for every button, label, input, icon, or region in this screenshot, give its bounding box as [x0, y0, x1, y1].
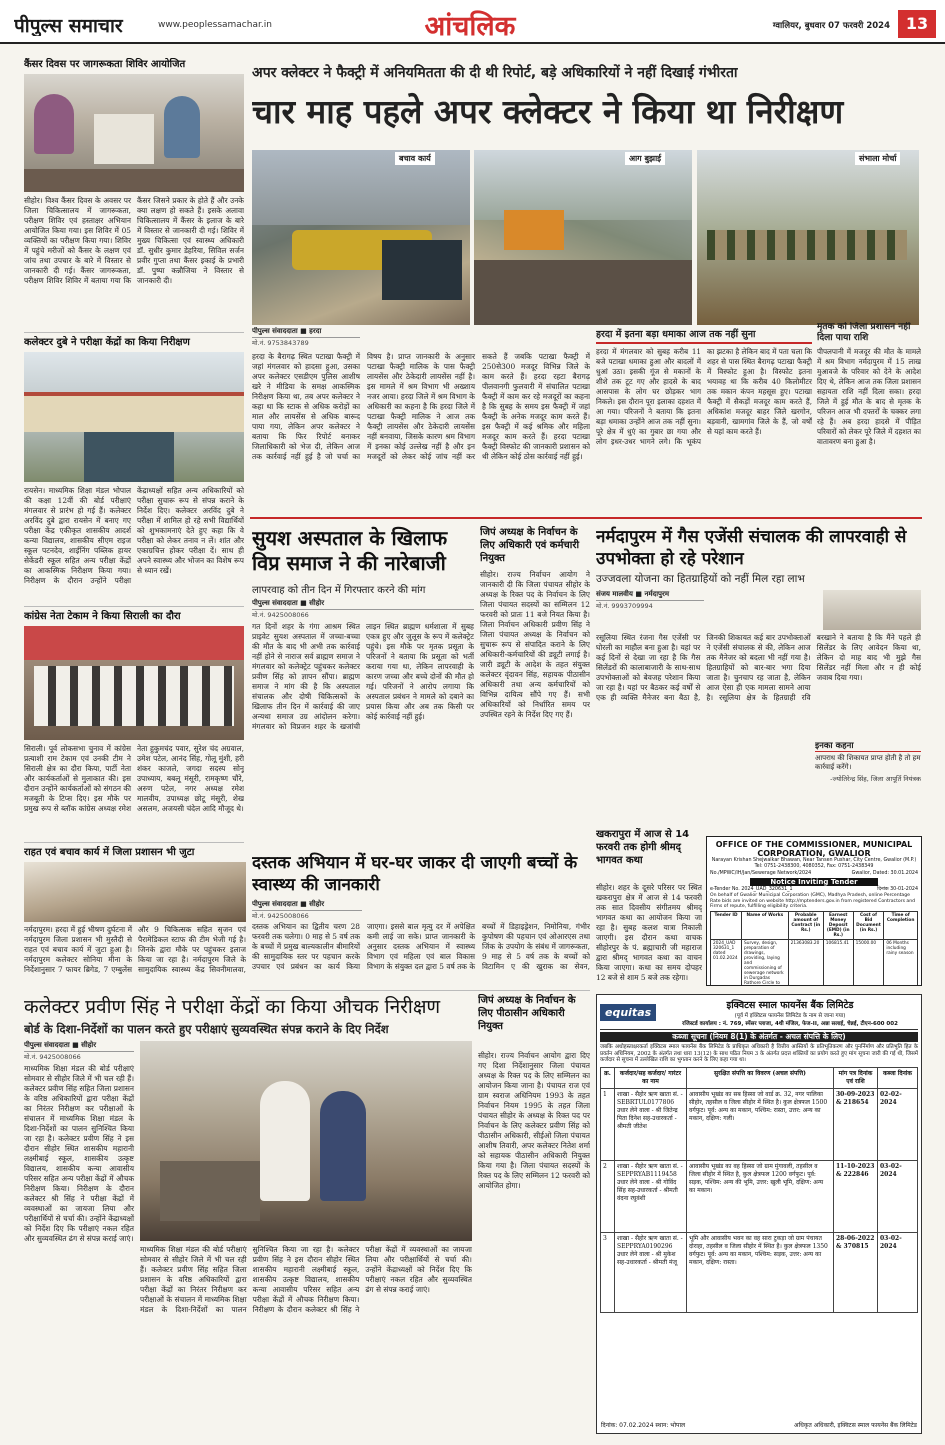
article-deck: लापरवाह को तीन दिन में गिरफ्तार करने की मांग	[252, 585, 426, 596]
article-headline: नर्मदापुरम में गैस एजेंसी संचालक की लापरवाही से उपभोक्ता हो रहे परेशान	[596, 527, 907, 569]
reporter-name: पीपुल्स संवाददाता	[24, 1041, 70, 1049]
collector-dubey-article	[24, 336, 244, 604]
table-cell: 02-02-2024	[878, 1088, 918, 1160]
article-headline: कलेक्टर प्रवीण सिंह ने परीक्षा केंद्रों का किया औचक निरीक्षण	[24, 996, 441, 1018]
notice-phone: Tel: 0751-2438300, 4080352, Fax: 0751-2438349	[754, 864, 874, 869]
table-cell: आवासीय भूखंड का सब हिस्सा जो वार्ड क्र. 32, नगर पालिका सीहोर, तहसील व जिला सीहोर में स्थित है। कुल क्षेत्रफल 1500 वर्गफुट। पूर्व: अन्य का मकान, पश्चिम: रास्ता, उत्तर: अन्य का मकान, दक्षिण: गली।	[687, 1088, 834, 1160]
quote-attribution: -ज्योतिरेन्द्र सिंह, जिला आपूर्ति नियंत्रक	[830, 775, 921, 783]
reporter-mobile: मो.नं. 9425008066	[24, 1053, 81, 1061]
table-cell: 28-06-2022 & 370815	[834, 1232, 878, 1312]
table-header-row	[711, 911, 918, 939]
reporter-place: सीहोर	[309, 599, 325, 607]
tender-table	[710, 911, 918, 987]
table-cell: 03-02-2024	[878, 1160, 918, 1232]
table-cell: 21363083.20	[788, 939, 823, 986]
lead-headline: चार माह पहले अपर क्लेक्टर ने किया था निरीक्षण	[252, 92, 844, 131]
gas-agency-photo	[823, 590, 921, 630]
table-header-cell: Cost of Bid Document (in Rs.)	[853, 911, 884, 939]
table-row	[711, 939, 918, 986]
table-cell: भूमि और आवासीय भवन का वह सारा टुकड़ा जो ग्राम पंचायत दोराहा, तहसील व जिला सीहोर में स्थित है। कुल क्षेत्रफल 1350 वर्गफुट। पूर्व: अन्य का मकान, पश्चिम: सड़क, उत्तर: अन्य का मकान, दक्षिण: रास्ता।	[687, 1232, 834, 1312]
table-cell: शाखा - सैहोर ऋण खाता सं. - SEBRTUL0177806 उधार लेने वाला - श्री जितेन्द्र पिता दिनेश सह-उधारकर्ता - श्रीमती जीतेश	[615, 1088, 687, 1160]
article-deck: उज्जवला योजना का हितग्राहियों को नहीं मिल रहा लाभ	[596, 573, 805, 585]
table-header-cell: Probable amount of Contract (in Rs.)	[788, 911, 823, 939]
reporter-name: संजय मालवीय	[596, 590, 633, 598]
reporter-mobile: मो.नं. 9753843789	[252, 339, 309, 347]
bank-address: रजिस्टर्ड कार्यालय : नं. 769, स्पेंसर प्लाजा, 4थी मंजिल, फेज-II, अन्ना सलाई, चेन्नई, टीएन-600 002	[682, 1021, 898, 1027]
article-byline: पीपुल्स संवाददाता ■ सीहोर	[252, 900, 362, 911]
article-body: गत दिनों शहर के गंगा आश्रम स्थित प्राइवेट सुयश अस्पताल में जच्चा-बच्चा की मौत के बाद भी अभी तक कार्रवाई नहीं होने से नाराज सर्व ब्राह्मण समाज ने मंगलवार को कलेक्ट्रेट पहुंचकर कलेक्टर प्रवीण सिंह को ज्ञापन सौंपा। ब्राह्मण समाज ने मांग की है कि अस्पताल संचालक और दोषी चिकित्सकों के खिलाफ तीन दिन में कार्रवाई की जाए अन्यथा समाज उग्र आंदोलन करेगा। मंगलवार को विप्रजन शहर के खजांची लाइन स्थित ब्राह्मण धर्मशाला में सुबह एकत्र हुए और जुलूस के रूप में कलेक्ट्रेट पहुंचे। इस मौके पर मृतक प्रसूता के परिजनों ने बताया कि प्रसूता को भर्ती कराया गया था, लेकिन लापरवाही के कारण जच्चा और बच्चे दोनों की मौत हो गई। परिजनों ने आरोप लगाया कि अस्पताल प्रबंधन ने मामले को दबाने का प्रयास किया और अब तक किसी पर कोई कार्रवाई नहीं हुई।	[252, 622, 474, 731]
lead-kicker: अपर क्लेक्टर ने फैक्ट्री में अनियमितता की दी थी रिपोर्ट, बड़े अधिकारियों ने नहीं दिखाई गंभीरता	[252, 65, 738, 81]
municipal-tender-notice	[706, 836, 922, 986]
notice-address: Narayan Krishan Shejwalkar Bhawan, Near Tansen Pushar, City Centre, Gwalior (M.P.)	[711, 858, 917, 863]
section-title: आंचलिक	[424, 11, 516, 40]
masthead-website: www.peoplessamachar.in	[158, 20, 272, 30]
quote-heading: इनका कहना	[815, 740, 921, 752]
article-headline: कलेक्टर दुबे ने परीक्षा केंद्रों का किया निरीक्षण	[24, 337, 190, 348]
article-body: नर्मदापुरम। हरदा में हुई भीषण दुर्घटना में नर्मदापुरम जिला प्रशासन भी मुस्तैदी से राहत एवं बचाव कार्य में जुटा हुआ है। नर्मदापुरम कलेक्टर सोनिया मीना के निर्देशानुसार 7 फायर ब्रिगेड, 7 एम्बुलेंस और 9 चिकित्सक सहित सृजन एवं पैरामेडिकल स्टाफ की टीम भेजी गई है। जिनके द्वारा मौके पर पहुंचकर इलाज किया जा रहा है। नर्मदापुरम जिले के सामुदायिक स्वास्थ्य केंद्र सिवनीमालवा,	[24, 925, 246, 974]
article-byline: पीपुल्स संवाददाता ■ सीहोर	[24, 1041, 134, 1052]
table-cell: आवासीय भूखंड का वह हिस्सा जो ग्राम मुंगावली, तहसील व जिला सीहोर में स्थित है, कुल क्षेत्रफल 1200 वर्गफुट। पूर्व: सड़क, पश्चिम: अन्य की भूमि, उत्तर: खुली भूमि, दक्षिण: अन्य का मकान।	[687, 1160, 834, 1232]
article-headline: कांग्रेस नेता टेकाम ने किया सिराली का दौरा	[24, 611, 181, 622]
reporter-name: पीपुल्स संवाददाता	[252, 327, 298, 335]
table-cell: 2	[601, 1160, 615, 1232]
table-row	[601, 1160, 918, 1232]
sidebar-headline: हरदा में इतना बड़ा धमाका आज तक नहीं सुना	[596, 327, 812, 344]
continued-text: माध्यमिक शिक्षा मंडल की बोर्ड परीक्षाएं सोमवार से सीहोर जिले में भी चल रही हैं। कलेक्टर प्रवीण सिंह सहित जिला प्रशासन के वरिष्ठ अधिकारियों द्वारा परीक्षा केंद्रों का निरंतर निरीक्षण कर परीक्षाओं के संचालन में माध्यमिक शिक्षा मंडल के दिशा-निर्देशों का पालन सुनिश्चित किया जा रहा है। कलेक्टर प्रवीण सिंह ने इस दौरान सीहोर स्थित शासकीय महारानी लक्ष्मीबाई स्कूल, शासकीय उत्कृष्ट विद्यालय, शासकीय कन्या आवासीय परिसर सहित अन्य परीक्षा केंद्रों में औचक निरीक्षण किया। निरीक्षण के दौरान कलेक्टर श्री सिंह ने परीक्षा केंद्रों में व्यवस्थाओं का जायजा लिया और परीक्षार्थियों से चर्चा की। उन्होंने केंद्राध्यक्षों को निर्देश दिए कि परीक्षाएं नकल रहित और सुव्यवस्थित ढंग से संपन्न कराई जाएं।	[140, 1245, 472, 1314]
article-headline: दस्तक अभियान में घर-घर जाकर दी जाएगी बच्चों के स्वास्थ्य की जानकारी	[252, 853, 578, 895]
article-body-continued	[140, 1245, 472, 1395]
article-body: सिराली। पूर्व लोकसभा चुनाव में कांग्रेस प्रत्याशी राम टेकाम एवं उनकी टीम ने सिराली क्षेत्र का दौरा किया, पार्टी नेता और कार्यकर्ताओं से मुलाकात की। इस दौरान उन्होंने कार्यकर्ताओं को संगठन की मजबूती के टिप्स दिए। इस मौके पर प्रमुख रूप से ब्लॉक कांग्रेस अध्यक्ष रमेश नेता हुकुमचंद पवार, सुरेश चंद अग्रवाल, उमेश पटेल, आनंद सिंह, गोलू मुंशी, हरी शंकर काजले, जगदा सदस्य सोनू उपाध्याय, बबलू मंसूरी, रामकृष्ण चौरे, अरुण पटेल, नगर अध्यक्ष रमेश मालवीय, उपाध्यक्ष छोटू मंसूरी, शेख असलम, अजयसी चंदेल आदि मौजूद थे।	[24, 744, 244, 813]
article-body: रायसेन। माध्यमिक शिक्षा मंडल भोपाल की कक्षा 12वीं की बोर्ड परीक्षाएं मंगलवार से प्रारंभ हो गई हैं। कलेक्टर अरविंद दुबे द्वारा रायसेन में बनाए गए परीक्षा केंद्र एकीकृत शासकीय आदर्श कन्या विद्यालय, शासकीय सीएम राइज स्कूल पटनदेव, शाईनिंग पब्लिक हायर सेकेंडरी स्कूल सहित अन्य परीक्षा केंद्रों का आकस्मिक निरीक्षण किया गया। निरीक्षण के दौरान उन्होंने परीक्षा केंद्राध्यक्षों सहित अन्य अधिकारियों को परीक्षा सुचारू रूप से संपन्न कराने के निर्देश दिए। कलेक्टर अरविंद दुबे ने परीक्षा में शामिल हो रहे सभी विद्यार्थियों को शुभकामनाएं देते हुए कहा कि वे परीक्षा को लेकर तनाव न लें। शांत और एकाग्रचित्त होकर परीक्षा दें। साथ ही अपने स्वास्थ्य और भोजन का विशेष रूप से ध्यान रखें।	[24, 486, 244, 585]
quote-text: आपराध की शिकायत प्राप्त होती है तो हम कार्रवाई करेंगे।	[815, 754, 921, 771]
table-row	[601, 1088, 918, 1160]
table-cell: शाखा - सैहोर ऋण खाता सं. - SEPPRYA0190296 उधार लेने वाला - श्री मुकेश सह-उधारकर्ता - श्रीमती मंजू	[615, 1232, 687, 1312]
page-number: 13	[898, 10, 936, 38]
reporter-place: हरदा	[309, 327, 322, 335]
notice-signatory: अधिकृत अधिकारी, इक्विटस स्माल फायनेंस बैंक लिमिटेड	[793, 1422, 917, 1429]
lead-byline: पीपुल्स संवाददाता ■ हरदा	[252, 327, 360, 338]
relief-work-article	[24, 846, 246, 982]
article-byline: पीपुल्स संवाददाता ■ सीहोर	[252, 599, 474, 610]
table-header-cell: Name of Works	[742, 911, 789, 939]
table-header-cell: मांग पत्र दिनांक एवं राशि	[834, 1067, 878, 1088]
lead-body: हरदा के बैरागढ़ स्थित पटाखा फैक्ट्री में जहां मंगलवार को हादसा हुआ, उसका अपर कलेक्टर एसडीएम पुलिस आशीष खरे ने मीडिया के समक्ष आकस्मिक निरीक्षण किया था, तब अपर कलेक्टर ने कहा था कि स्टाक से अधिक करोड़ों का माल और लायसेंस से अधिक बारूद पाया गया, लेकिन अपर कलेक्टर ने बताया कि फिर रिपोर्ट बनाकर जिलाधिकारी को भेज दी, लेकिन आज तक कार्रवाई नहीं हुई है जो चर्चा का विषय है। प्राप्त जानकारी के अनुसार पटाखा फैक्ट्री मालिक के पास फैक्ट्री लायसेंस और ठेकेदारी लायसेंस नहीं है। इस मामले में श्रम विभाग भी अख्शाय नजर आया। हरदा जिले में श्रम विभाग के अधिकारी का कहना है कि हरदा जिले में पटाखा फैक्ट्री मालिक ने आज तक फैक्ट्री लायसेंस और ठेकेदारी लायसेंस नहीं बनवाया, जिसके कारण श्रम विभाग में इनका कोई उल्लेख नहीं है और इन मजदूरों को लेकर कोई जांच नहीं कर सकते हैं जबकि पटाखा फैक्ट्री में 250से300 मजदूर विभिन्न जिले के काम करते हैं। हरदा रहटा बैरागढ़ पीलवानगी फुलवारी में संचालित पटाखा फैक्ट्री में काम कर रहे मजदूरों का कहना है कि सुबह के समय इस फैक्ट्री में जहां फैक्ट्री के अनेक मजदूर काम करते हैं। इस फैक्ट्री में कई श्रमिक और महिला मजदूर काम करते हैं। हरदा पटाखा फैक्ट्री विस्फोट की जानकारी प्रशासन को थी लेकिन कोई ठोस कार्रवाई नहीं हुई।	[252, 352, 590, 461]
table-header-row	[601, 1067, 918, 1088]
rescue-photo	[252, 150, 470, 325]
reporter-place: सीहोर	[309, 900, 325, 908]
table-header-cell: कब्जा दिनांक	[878, 1067, 918, 1088]
article-body: सीहोर। राज्य निर्वाचन आयोग ने जानकारी दी कि जिला पंचायत सीहोर के अध्यक्ष के रिक्त पद के निर्वाचन के लिए जिला पंचायत सदस्यों का सम्मिलन 12 फरवरी को प्रातः 11 बजे नियत किया है। जिला निर्वाचन अधिकारी प्रवीण सिंह ने जिला पंचायत अध्यक्ष के निर्वाचन को सुचारू रूप से संपादित कराने के लिए अधिकारी-कर्मचारियों की ड्यूटी लगाई है। जारी ड्यूटी के आदेश के तहत संयुक्त कलेक्टर वृंदावन सिंह, सहायक पीठासीन अधिकारी तथा अन्य कर्मचारियों को विभिन्न दायित्व सौंपे गए हैं। सभी अधिकारियों को निर्धारित समय पर उपस्थित रहने के निर्देश दिए गए हैं।	[480, 570, 590, 719]
article-body: सीहोर। विश्व कैंसर दिवस के अवसर पर जिला चिकित्सालय में जागरूकता, परीक्षण शिविर एवं हस्ताक्षर अभियान आयोजित किया गया। इस शिविर में 05 व्यक्तियों का परीक्षण किया गया। शिविर में पहुंचे मरीजों को कैंसर के लक्षण एवं जांच तथा उपचार के बारे में विस्तार से जानकारी दी गई। कैंसर जागरूकता, परीक्षण शिविर शिविर में बताया गया कि कैंसर जिसने प्रकार के होते हैं और उनके क्या लक्षण हो सकते हैं। इसके अलावा चिकित्सालय में कैंसर के इलाज के बारे में विस्तार से जानकारी दी गई। शिविर में मुख्य चिकित्सा एवं स्वास्थ्य अधिकारी डॉ. सुधीर कुमार डेहरिया, सिविल सर्जन प्रवीर गुप्ता तथा कैंसर इकाई के प्रभारी डॉ. पुष्पा कन्नौजिया ने विस्तार से जानकारी दी।	[24, 196, 244, 285]
reporter-mobile: मो.नं. 9425008066	[252, 912, 309, 920]
firefighting-photo	[697, 150, 919, 325]
table-cell: Survey, design, preparation of drawings, providing, laying and commissioning of sewerage network in Durgadas Rathore Circle to	[742, 939, 789, 986]
table-header-cell: Tender ID	[711, 911, 742, 939]
notice-place-date: दिनांक: 07.02.2024 स्थान: भोपाल	[601, 1422, 686, 1429]
bank-title: इक्विटस स्माल फायनेंस बैंक लिमिटेड	[726, 1000, 854, 1011]
article-headline: सुयश अस्पताल के खिलाफ विप्र समाज ने की नारेबाजी	[252, 526, 448, 575]
photo-label-fire: आग बुझाई	[625, 152, 665, 165]
table-cell: 11-10-2023 & 222846	[834, 1160, 878, 1232]
article-headline: जिपं अध्यक्ष के निर्वाचन के लिए पीठासीन अधिकारी नियुक्त	[478, 995, 576, 1032]
notice-title: OFFICE OF THE COMMISSIONER, MUNICIPAL CORPORATION, GWALIOR	[715, 840, 913, 858]
article-body: दस्तक अभियान का द्वितीय चरण 28 फरवरी तक चलेगा। 0 माह से 5 वर्ष तक के बच्चों में प्रमुख बाल्यकालीन बीमारियों की सामुदायिक स्तर पर पहचान करके उपचार एवं प्रबंधन का कार्य किया जाएगा। इससे बाल मृत्यु दर में अपेक्षित कमी लाई जा सके। प्राप्त जानकारी के अनुसार दस्तक अभियान में स्वास्थ्य विभाग एवं महिला एवं बाल विकास विभाग के संयुक्त दल द्वारा 5 वर्ष तक के बच्चों में डिहाइड्रेशन, निमोनिया, गंभीर कुपोषण की पहचान एवं ओआरएस तथा जिंक के उपयोग के संबंध में जागरूकता, 9 माह से 5 वर्ष तक के बच्चों को विटामिन ए की खुराक का सेवन,	[252, 922, 590, 971]
article-headline: खकरापुरा में आज से 14 फरवरी तक होगी श्रीमद् भागवत कथा	[596, 829, 690, 866]
equitas-possession-notice	[596, 994, 922, 1434]
article-body: रसूलिया स्थित रंजना गैस एजेंसी पर घोरली का माहौल बना हुआ है। यहां पर कई दिनों से देखा जा रहा है कि गैस सिलेंडरों की कालाबाजारी के साथ-साथ उपभोक्ताओं को बेवजह परेशान किया जा रहा है। यहां पर बैठकर कई वर्षों से एक ही व्यक्ति मैनेजर बना बैठा है, जिनकी शिकायत कई बार उपभोक्ताओं ने एजेंसी संचालक से की, लेकिन आज तक मैनेजर को बदला भी नहीं गया है। हितग्राहियों को बार-बार भगा दिया जाता है। चुनचाप रह जाता है, लेकिन आज ऐसा ही एक मामला सामने आया है। रसूलिया क्षेत्र के हितग्राही रवि बरखाने ने बताया है कि मैंने पहले ही सिलेंडर के लिए आवेदन किया था, लेकिन दो माह बाद भी मुझे गैस सिलेंडर नहीं मिला और न ही कोई जवाब दिया गया।	[596, 633, 921, 702]
reporter-name: पीपुल्स संवाददाता	[252, 900, 298, 908]
article-body: सीहोर। राज्य निर्वाचन आयोग द्वारा दिए गए दिशा निर्देशानुसार जिला पंचायत अध्यक्ष के रिक्त पद के लिए सम्मिलन का आयोजन किया जाना है। पंचायत राज एवं ग्राम स्वराज अधिनियम 1993 के तहत निर्वाचन नियम 1995 के तहत जिला पंचायत सीहोर के अध्यक्ष के रिक्त पद पर निर्वाचन के लिए कलेक्टर प्रवीण सिंह को पीठासीन अधिकारी, सीईओ जिला पंचायत आशीष तिवारी, अपर कलेक्टर नितेश शर्मा को सहायक पीठासीन अधिकारी नियुक्त किया गया है। जिला पंचायत सदस्यों के रिक्त पद के लिए सम्मिलन 12 फरवरी को आयोजित होगा।	[478, 1051, 590, 1190]
table-cell: शाखा - सैहोर ऋण खाता सं. - SEPPRYAB1119458 उधार लेने वाला - श्री गोविंद सिंह सह-उधारकर्ता - श्रीमती वंदना रघुवंशी	[615, 1160, 687, 1232]
table-cell: 03-02-2024	[878, 1232, 918, 1312]
reporter-mobile: मो.नं. 9425008066	[252, 611, 309, 619]
table-cell: 106815.41	[823, 939, 853, 986]
table-header-cell: Earnest Money Deposit (EMD) (in Rs.)	[823, 911, 853, 939]
bhagwat-article	[596, 828, 702, 998]
table-header-cell: सुरक्षित संपत्ति का विवरण (अचल संपत्ति)	[687, 1067, 834, 1088]
article-body: सीहोर। शहर के दूसरे परिसर पर स्थित खकरापुरा क्षेत्र में आज से 14 फरवरी तक सात दिवसीय संगीतमय श्रीमद् भागवत कथा का आयोजन किया जा रहा है। सुबह कलश यात्रा निकाली जाएगी। इस दौरान कथा वाचक सीहोरपुर के पं. ब्रह्माचारी जी महाराज द्वारा श्रीमद् भागवत कथा का वाचन किया जाएगा। कथा का समय दोपहर 12 बजे से शाम 5 बजे तक रहेगा।	[596, 883, 702, 982]
notice-number: No./MPWC/IH/Jan/Sewerage Network/2024	[710, 871, 812, 876]
equitas-logo: equitas	[600, 1004, 656, 1021]
table-cell: 1	[601, 1088, 615, 1160]
notice-intro: जबकि अधोहस्ताक्षरकर्ता इक्विटस स्माल फायनेंस बैंक लिमिटेड के प्राधिकृत अधिकारी है वित्तीय आस्तियों के प्रतिभूतिकरण और पुनर्निर्माण और प्रतिभूति हित के प्रवर्तन अधिनियम, 2002 के अंतर्गत तथा धारा 13(12) के साथ पठित नियम 3 के अंतर्गत प्रदत्त शक्तियों का प्रयोग करते हुए मांग सूचना जारी की गई थी, जिसमें कर्जदार से सूचना में उल्लेखित राशि का भुगतान करने के लिए कहा गया था।	[600, 1044, 918, 1064]
compensation-sidebar	[817, 322, 921, 514]
zp-officers-article	[480, 526, 590, 844]
leaders-group-photo	[24, 626, 244, 740]
reporter-place: नर्मदापुरम	[644, 590, 670, 598]
masthead-logo: पीपुल्स समाचार	[14, 15, 123, 36]
article-headline: कैंसर दिवस पर जागरूकता शिविर आयोजित	[24, 59, 186, 70]
article-headline: राहत एवं बचाव कार्य में जिला प्रशासन भी जुटा	[24, 847, 195, 858]
article-byline: संजय मालवीय ■ नर्मदापुरम	[596, 590, 704, 601]
congress-tekam-article	[24, 610, 244, 838]
blast-sidebar	[596, 327, 812, 512]
article-deck: बोर्ड के दिशा-निर्देशों का पालन करते हुए परीक्षाएं सुव्यवस्थित संपन्न कराने के दिए निर्देश	[24, 1022, 389, 1036]
notice-heading: Notice Inviting Tender	[750, 878, 878, 886]
article-body: माध्यमिक शिक्षा मंडल की बोर्ड परीक्षाएं सोमवार से सीहोर जिले में भी चल रही हैं। कलेक्टर प्रवीण सिंह सहित जिला प्रशासन के वरिष्ठ अधिकारियों द्वारा परीक्षा केंद्रों का निरंतर निरीक्षण कर परीक्षाओं के संचालन में माध्यमिक शिक्षा मंडल के दिशा-निर्देशों का पालन सुनिश्चित किया जा रहा है। कलेक्टर प्रवीण सिंह ने इस दौरान सीहोर स्थित शासकीय महारानी लक्ष्मीबाई स्कूल, शासकीय उत्कृष्ट विद्यालय, शासकीय कन्या आवासीय परिसर सहित अन्य परीक्षा केंद्रों में औचक निरीक्षण किया। निरीक्षण के दौरान कलेक्टर श्री सिंह ने परीक्षा केंद्रों में व्यवस्थाओं का जायजा लिया और परीक्षार्थियों से चर्चा की। उन्होंने केंद्राध्यक्षों को निर्देश दिए कि परीक्षाएं नकल रहित और सुव्यवस्थित ढंग से संपन्न कराई जाएं।	[24, 1064, 134, 1243]
table-cell: 30-09-2023 & 218654	[834, 1088, 878, 1160]
notice-intro: On behalf of Gwalior Municipal Corporation (GMC), Madhya Pradesh, online Percentage Rate bids are invited on website http://mptenders.gov.in from registered Contractors and Firms of repute, fulfilling eligibility criteria.	[710, 893, 916, 909]
reporter-mobile: मो.नं. 9993709994	[596, 602, 653, 610]
photo-label-rescue: बचाव कार्य	[395, 152, 435, 165]
lead-byline-block	[252, 327, 360, 351]
dastak-article	[252, 852, 590, 982]
dateline: ग्वालियर, बुधवार 07 फरवरी 2024	[772, 21, 890, 31]
photo-label-control: संभाला मोर्चा	[855, 152, 900, 165]
notice-heading: कब्जा सूचना (नियम 8(1) के अंतर्गत - अचल संपत्ति के लिए)	[600, 1032, 918, 1042]
table-cell: 06 Months including rainy season	[884, 939, 918, 986]
suyash-article	[252, 526, 474, 844]
table-header-cell: क्र.	[601, 1067, 615, 1088]
cancer-camp-article	[24, 58, 244, 328]
table-cell: 15000.00	[853, 939, 884, 986]
table-header-cell: Time of Completion	[884, 911, 918, 939]
masthead	[0, 0, 945, 44]
sidebar-headline: मृतक को जिला प्रशासन नहीं दिला पाया राशि	[817, 322, 911, 343]
fire-photo	[474, 150, 692, 325]
meeting-photo	[24, 862, 246, 922]
cancer-camp-photo	[24, 74, 244, 192]
table-header-cell: कर्जदार/सह कर्जदार/ गारंटर का नाम	[615, 1067, 687, 1088]
article-headline: जिपं अध्यक्ष के निर्वाचन के लिए अधिकारी एवं कर्मचारी नियुक्त	[480, 527, 580, 564]
sidebar-body: हरदा में मंगलवार को सुबह करीब 11 बजे पटाखा धमाका हुआ और बादलों में धुआं उठा। इसकी गूंज से मकानों के शीशे तक टूट गए और हादसे के बाद आसपास के लोग घर छोड़कर भाग निकले। इस दौरान पूरा इलाका दहशत में आ गया। परिजनों ने बताया कि इतना बड़ा धमाका उन्होंने आज तक नहीं सुना। पूरे क्षेत्र में धुएं का गुबार छा गया और लोग इधर-उधर भागने लगे। कि भूकंप का झटका है लेकिन बाद में पता चला कि शहर से पास स्थित बैरागढ़ पटाखा फैक्ट्री में विस्फोट हुआ है। विस्फोट इतना भयावह था कि करीब 40 किलोमीटर तक मकान कंपन महसूस हुए। पटाखा फैक्ट्री में सैकड़ों मजदूर काम करते हैं, अधिकांश मजदूर बाहर जिले खरगोन, बड़वानी, खामगांव जिले के हैं, जो वर्षों से यहां काम करते हैं।	[596, 347, 812, 446]
collector-inspection-article	[24, 994, 472, 1432]
bank-subtitle: (पूर्व में इक्विटस फायनेंस लिमिटेड के नाम से जाना गया)	[734, 1013, 846, 1019]
quote-box	[815, 740, 921, 832]
inspection-photo	[140, 1041, 472, 1241]
table-cell: 2024_UAD 320631_1 dated 01.02.2024	[711, 939, 742, 986]
possession-table	[600, 1067, 918, 1313]
sidebar-body: पीपलपानी में मजदूर की मौत के मामले में श्रम विभाग नर्मदापुरम में 15 लाख मुआवजे के परिवार को देने के आदेश दिए थे, लेकिन आज तक जिला प्रशासन सहायता राशि नहीं दिला सका। हरदा जिले में हुई मौत के बाद से मृतक के परिजन आज भी दफ्तरों के चक्कर लगा रहे हैं। अब हरदा हादसे में पीड़ित परिवारों को लेकर पूरे जिले में दहशत का वातावरण बना हुआ है।	[817, 347, 921, 446]
reporter-name: पीपुल्स संवाददाता	[252, 599, 298, 607]
notice-date: Gwalior, Dated: 30.01.2024	[851, 871, 918, 876]
table-row	[601, 1232, 918, 1312]
presiding-officer-article	[478, 994, 590, 1432]
exam-center-photo	[24, 352, 244, 482]
table-cell: 3	[601, 1232, 615, 1312]
notice-ref-date: दिनांक 30-01-2024	[877, 887, 918, 892]
notice-ref: e-Tender No. 2024_UAD_320631_1	[710, 887, 793, 892]
reporter-place: सीहोर	[81, 1041, 97, 1049]
